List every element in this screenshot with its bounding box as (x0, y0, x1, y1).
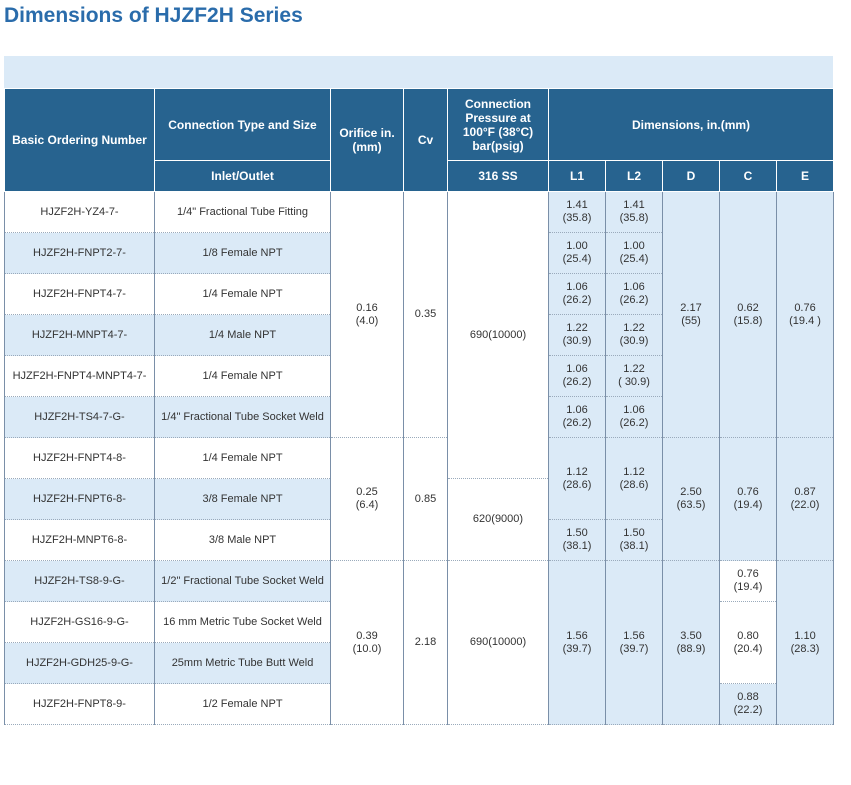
ordering-number-cell: HJZF2H-FNPT4-7- (5, 274, 155, 315)
page-title: Dimensions of HJZF2H Series (4, 4, 303, 27)
l2-mm-value: (39.7) (619, 642, 649, 655)
c-cell (720, 684, 777, 725)
l2-mm-value: (26.2) (619, 294, 649, 306)
l2-value: 1.06 (623, 404, 645, 416)
header-orifice: Orifice in.(mm) (331, 89, 404, 192)
l2-cell (606, 438, 663, 520)
ordering-number-cell: HJZF2H-MNPT4-7- (5, 315, 155, 356)
l1-cell (549, 438, 606, 520)
pressure-cell: 690(10000) (448, 561, 549, 725)
l2-cell (606, 397, 663, 438)
connection-cell: 25mm Metric Tube Butt Weld (155, 643, 331, 684)
l2-mm-value: (30.9) (619, 335, 649, 347)
l1-mm-value: (35.8) (562, 212, 592, 224)
e-cell (777, 438, 834, 561)
ordering-number-cell: HJZF2H-FNPT4-MNPT4-7- (5, 356, 155, 397)
header-material: 316 SS (448, 161, 549, 192)
l2-mm-value: ( 30.9) (618, 376, 650, 388)
d-value: 3.50 (680, 629, 702, 642)
l1-cell (549, 233, 606, 274)
d-value: 2.50 (680, 486, 702, 498)
l1-value: 1.06 (566, 404, 588, 416)
dimensions-table (4, 88, 834, 725)
header-connection-type-size: Connection Type and Size (155, 89, 331, 161)
e-mm-value: (19.4 ) (789, 314, 821, 327)
d-mm-value: (88.9) (676, 642, 706, 655)
cv-cell: 0.85 (404, 438, 448, 561)
l1-cell (549, 274, 606, 315)
l2-value: 1.00 (623, 240, 645, 252)
l1-mm-value: (26.2) (562, 294, 592, 306)
header-e: E (777, 161, 834, 192)
l1-value: 1.12 (566, 465, 588, 478)
c-value: 0.62 (737, 301, 759, 314)
l1-mm-value: (38.1) (562, 540, 592, 552)
ordering-number-cell: HJZF2H-FNPT4-8- (5, 438, 155, 479)
l1-cell (549, 356, 606, 397)
e-mm-value: (28.3) (790, 642, 820, 655)
ordering-number-cell: HJZF2H-GS16-9-G- (5, 602, 155, 643)
l1-value: 1.06 (566, 363, 588, 375)
l1-value: 1.50 (566, 527, 588, 539)
header-connection-pressure: Connection Pressure at 100°F (38°C) bar(psig) (448, 89, 549, 161)
orifice-mm-value: (6.4) (355, 499, 379, 511)
ordering-number-cell: HJZF2H-MNPT6-8- (5, 520, 155, 561)
d-cell (663, 438, 720, 561)
l2-cell (606, 274, 663, 315)
l1-mm-value: (26.2) (562, 376, 592, 388)
c-mm-value: (15.8) (733, 314, 763, 327)
orifice-cell (331, 561, 404, 725)
l2-cell (606, 233, 663, 274)
table-row (5, 438, 834, 479)
l2-cell (606, 356, 663, 397)
l2-value: 1.22 (623, 363, 645, 375)
l2-value: 1.56 (623, 629, 645, 642)
orifice-mm-value: (4.0) (355, 314, 379, 327)
connection-cell: 16 mm Metric Tube Socket Weld (155, 602, 331, 643)
l1-mm-value: (28.6) (562, 478, 592, 491)
l2-value: 1.12 (623, 465, 645, 478)
table-row (5, 192, 834, 233)
connection-cell: 1/2 Female NPT (155, 684, 331, 725)
connection-cell: 1/2" Fractional Tube Socket Weld (155, 561, 331, 602)
ordering-number-cell: HJZF2H-GDH25-9-G- (5, 643, 155, 684)
l2-cell (606, 561, 663, 725)
connection-cell: 1/4 Female NPT (155, 274, 331, 315)
l1-mm-value: (30.9) (562, 335, 592, 347)
orifice-value: 0.16 (356, 301, 378, 314)
l2-mm-value: (28.6) (619, 478, 649, 491)
d-value: 2.17 (680, 301, 702, 314)
ordering-number-cell: HJZF2H-TS4-7-G- (5, 397, 155, 438)
connection-cell: 3/8 Female NPT (155, 479, 331, 520)
e-value: 1.10 (794, 629, 816, 642)
l1-mm-value: (39.7) (562, 642, 592, 655)
ordering-number-cell: HJZF2H-TS8-9-G- (5, 561, 155, 602)
connection-cell: 3/8 Male NPT (155, 520, 331, 561)
l1-value: 1.06 (566, 281, 588, 293)
l1-cell (549, 520, 606, 561)
l2-cell (606, 315, 663, 356)
l1-value: 1.00 (566, 240, 588, 252)
cv-cell: 2.18 (404, 561, 448, 725)
c-mm-value: (19.4) (733, 499, 763, 511)
e-cell (777, 561, 834, 725)
connection-cell: 1/8 Female NPT (155, 233, 331, 274)
l1-cell (549, 315, 606, 356)
c-cell (720, 602, 777, 684)
header-basic-ordering-number: Basic Ordering Number (5, 89, 155, 192)
d-cell (663, 192, 720, 438)
header-cv: Cv (404, 89, 448, 192)
connection-cell: 1/4" Fractional Tube Socket Weld (155, 397, 331, 438)
pressure-cell: 690(10000) (448, 192, 549, 479)
connection-cell: 1/4 Female NPT (155, 356, 331, 397)
pressure-cell: 620(9000) (448, 479, 549, 561)
c-cell (720, 438, 777, 561)
connection-cell: 1/4" Fractional Tube Fitting (155, 192, 331, 233)
c-mm-value: (19.4) (733, 581, 763, 593)
l2-value: 1.22 (623, 322, 645, 334)
l2-value: 1.50 (623, 527, 645, 539)
c-cell (720, 192, 777, 438)
c-mm-value: (20.4) (733, 642, 763, 655)
l1-mm-value: (26.2) (562, 417, 592, 429)
header-c: C (720, 161, 777, 192)
l2-cell (606, 520, 663, 561)
d-mm-value: (55) (681, 314, 701, 327)
connection-cell: 1/4 Female NPT (155, 438, 331, 479)
d-cell (663, 561, 720, 725)
l1-cell (549, 397, 606, 438)
c-value: 0.76 (737, 486, 759, 498)
e-cell (777, 192, 834, 438)
d-mm-value: (63.5) (676, 499, 706, 511)
c-value: 0.76 (737, 568, 759, 580)
l2-value: 1.06 (623, 281, 645, 293)
ordering-number-cell: HJZF2H-FNPT6-8- (5, 479, 155, 520)
c-value: 0.80 (737, 629, 759, 642)
header-inlet-outlet: Inlet/Outlet (155, 161, 331, 192)
l1-mm-value: (25.4) (562, 253, 592, 265)
l1-value: 1.22 (566, 322, 588, 334)
cv-cell: 0.35 (404, 192, 448, 438)
l2-cell (606, 192, 663, 233)
c-value: 0.88 (737, 691, 759, 703)
orifice-value: 0.25 (356, 486, 378, 498)
ordering-number-cell: HJZF2H-FNPT2-7- (5, 233, 155, 274)
l1-cell (549, 561, 606, 725)
l1-cell (549, 192, 606, 233)
l1-value: 1.56 (566, 629, 588, 642)
l2-mm-value: (26.2) (619, 417, 649, 429)
l2-value: 1.41 (623, 199, 645, 211)
l2-mm-value: (25.4) (619, 253, 649, 265)
l1-value: 1.41 (566, 199, 588, 211)
table-row (5, 561, 834, 602)
e-value: 0.87 (794, 486, 816, 498)
ordering-number-cell: HJZF2H-FNPT8-9- (5, 684, 155, 725)
connection-cell: 1/4 Male NPT (155, 315, 331, 356)
orifice-cell (331, 192, 404, 438)
header-d: D (663, 161, 720, 192)
table-top-band (4, 56, 833, 88)
header-l1: L1 (549, 161, 606, 192)
header-dimensions: Dimensions, in.(mm) (549, 89, 834, 161)
e-value: 0.76 (794, 301, 816, 314)
orifice-cell (331, 438, 404, 561)
c-cell (720, 561, 777, 602)
c-mm-value: (22.2) (733, 704, 763, 716)
l2-mm-value: (38.1) (619, 540, 649, 552)
ordering-number-cell: HJZF2H-YZ4-7- (5, 192, 155, 233)
l2-mm-value: (35.8) (619, 212, 649, 224)
header-l2: L2 (606, 161, 663, 192)
e-mm-value: (22.0) (790, 499, 820, 511)
orifice-value: 0.39 (356, 629, 378, 642)
orifice-mm-value: (10.0) (352, 642, 382, 655)
